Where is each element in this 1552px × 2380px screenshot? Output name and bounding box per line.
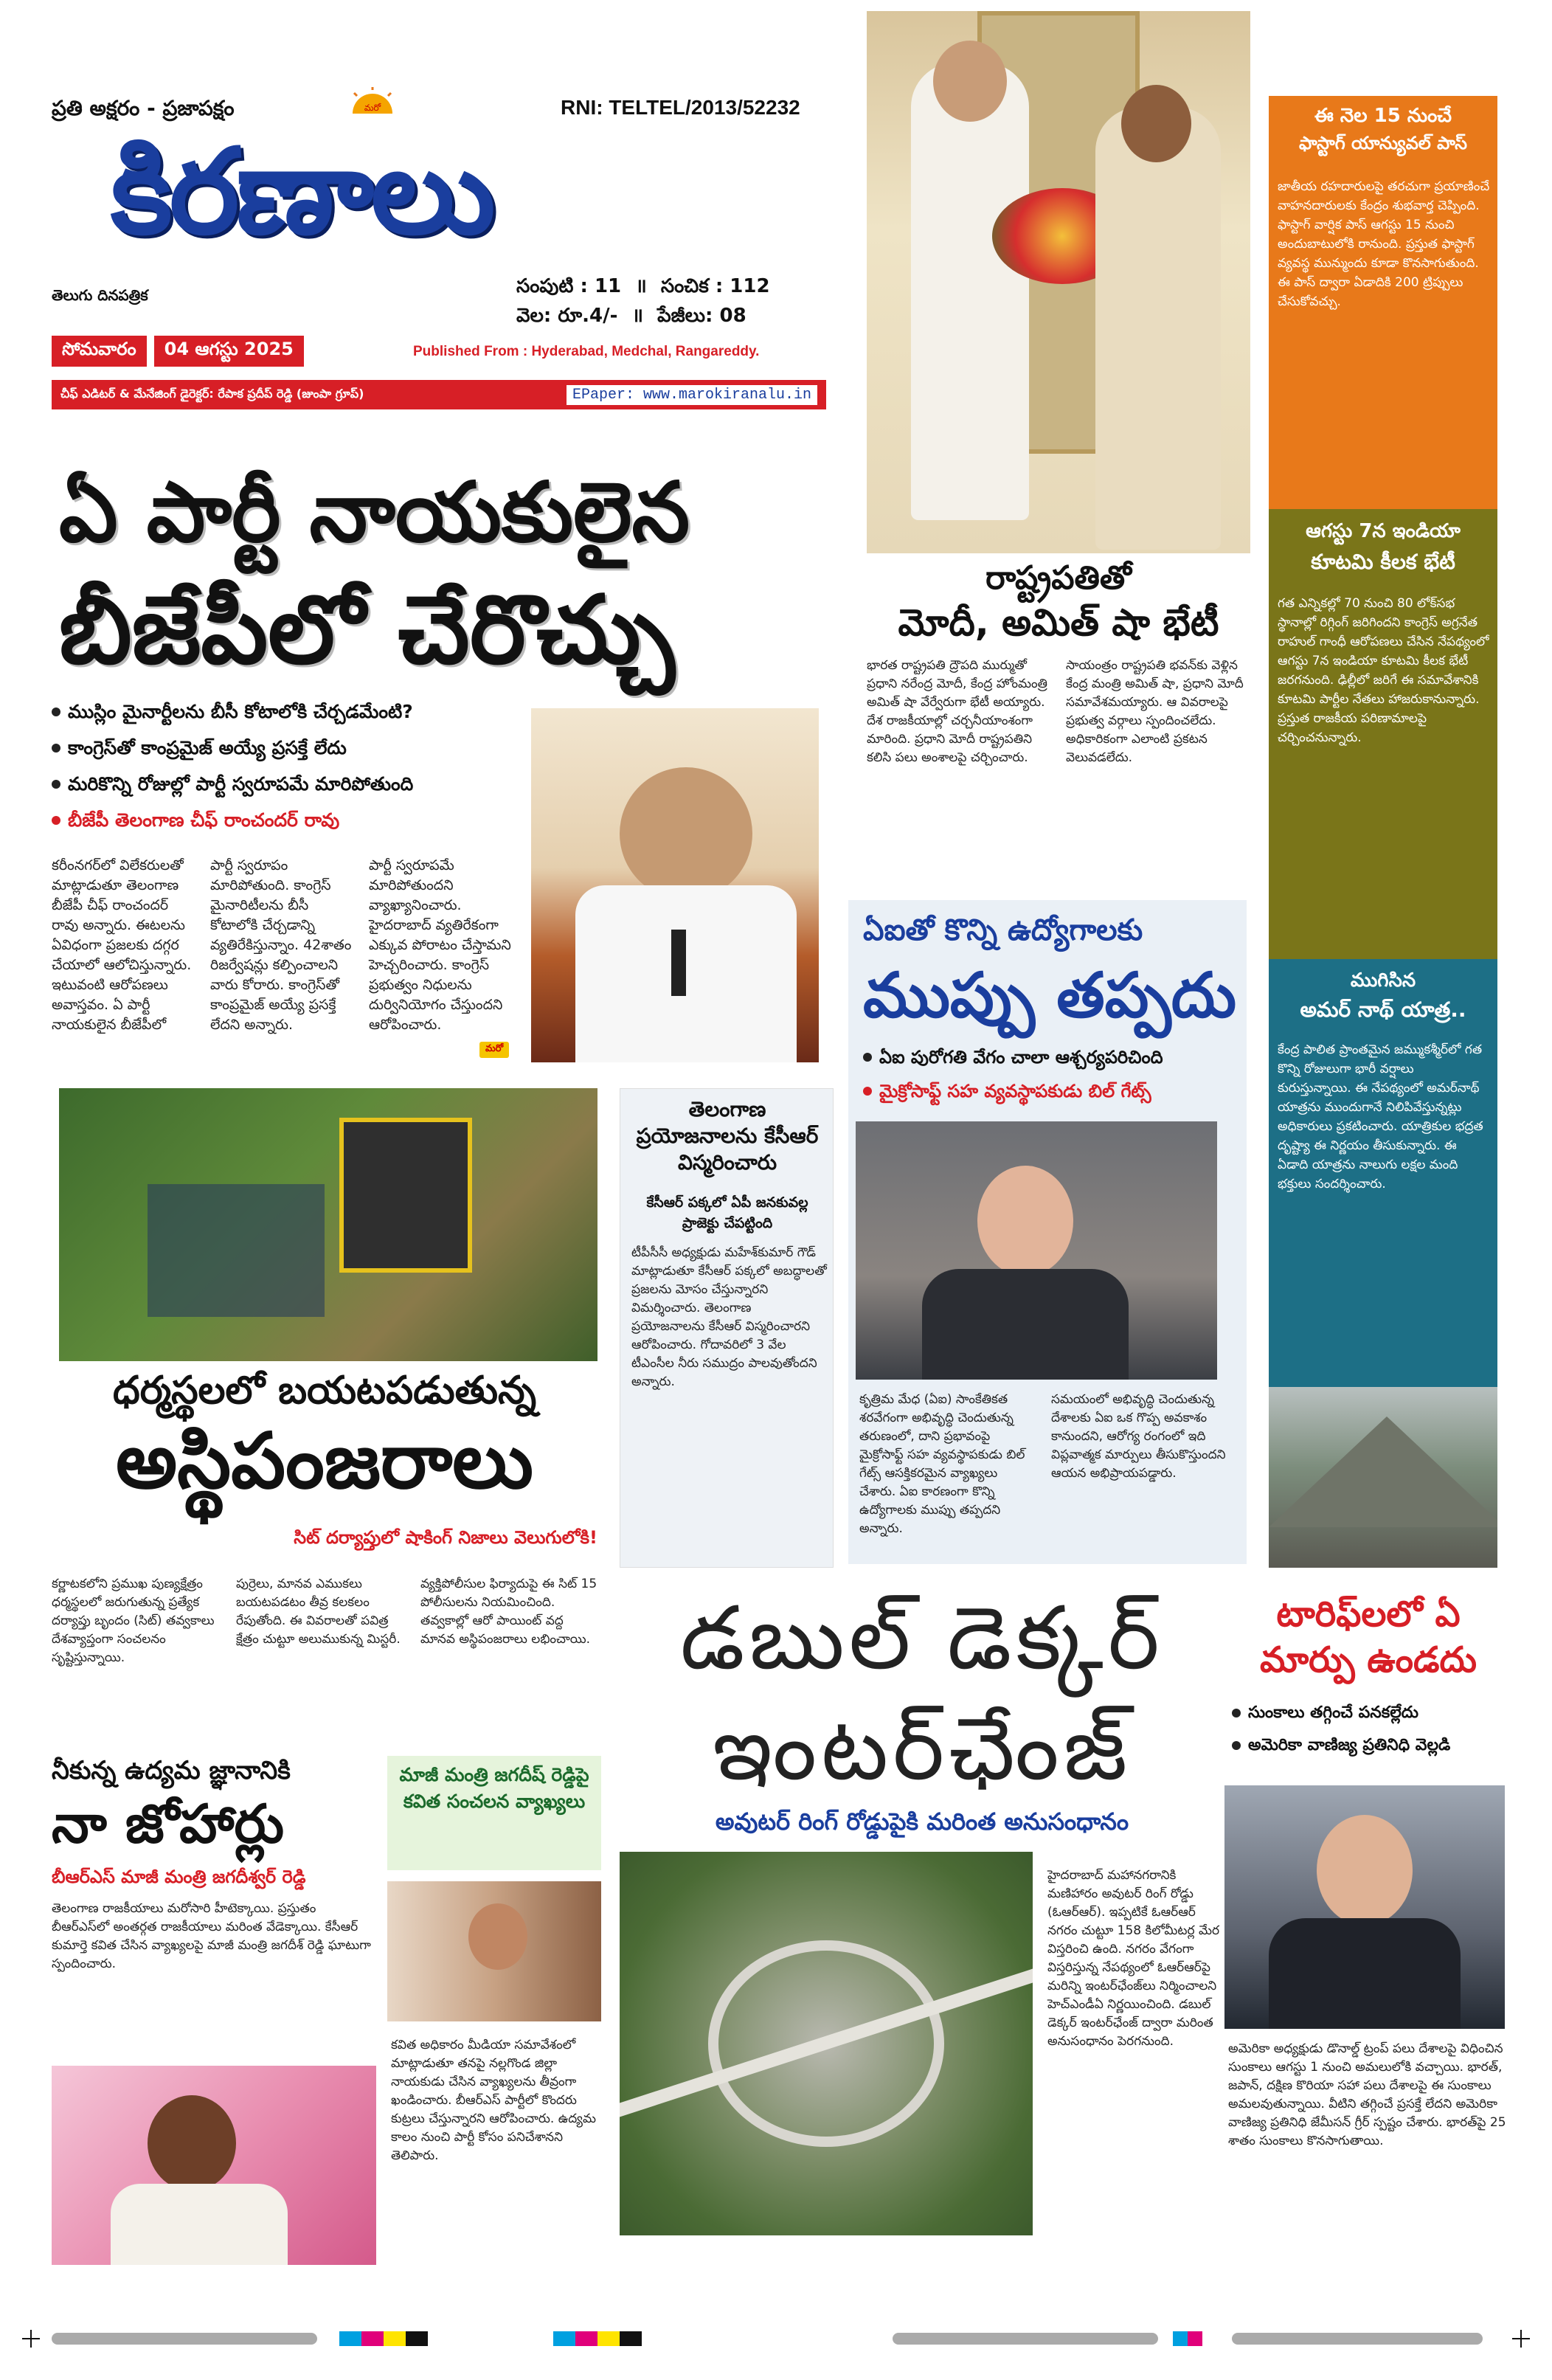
johar-sub: బీఆర్ఎస్ మాజీ మంత్రి జగదీశ్వర్ రెడ్డి (52, 1867, 306, 1887)
fastag-headline-1: ఈ నెల 15 నుంచే (1314, 105, 1452, 127)
jagadish-body (111, 2184, 288, 2265)
lead-bullet: ముస్లిం మైనార్టీలను బీసీ కోటాలోకి చేర్చడమేంటి? (52, 693, 531, 730)
skeletons-col-1: కర్ణాటకలోని ప్రముఖ పుణ్యక్షేత్రం ధర్మస్థలలో జరుగుతున్న ప్రత్యేక దర్యాప్తు బృందం (సిట్) తవ్వకాలు దేశవ్యాప్తంగా సంచలనం సృష్టిస్తున్నాయి. (52, 1577, 215, 1665)
tariff-story (1224, 1586, 1512, 2265)
price: వెల: రూ.4/- (516, 305, 618, 327)
ai-bullet: ఏఐ పురోగతి వేగం చాలా ఆశ్చర్యపరిచింది (863, 1040, 1239, 1074)
issue: సంచిక : 112 (660, 275, 770, 297)
amarnath-box (1269, 959, 1497, 1387)
sun-logo-icon (347, 87, 398, 117)
day-badge: సోమవారం (52, 336, 147, 367)
lead-highlight: బీజేపీ తెలంగాణ చీఫ్ రాంచందర్ రావు (52, 802, 531, 838)
tariff-headline-2: మార్పు ఉండదు (1259, 1639, 1477, 1681)
greer-photo (1224, 1785, 1505, 2029)
president-headline-2: మోదీ, అమిత్ షా భేటీ (898, 601, 1219, 644)
fastag-box (1269, 96, 1497, 509)
print-registration-bar (22, 2324, 1530, 2353)
double-decker-sub: అవుటర్ రింగ్ రోడ్డుపైకి మరింత అనుసంధానం (715, 1808, 1129, 1836)
tariff-bullet: అమెరికా వాణిజ్య ప్రతినిధి వెల్లడి (1232, 1729, 1512, 1762)
editor-credit: చీఫ్ ఎడిటర్ & మేనేజింగ్ డైరెక్టర్: రేపాక ప్రదీప్ రెడ్డి (జుంపా గ్రూప్) (60, 386, 364, 401)
president-figure (1095, 107, 1221, 550)
volume: సంపుటి : 11 (516, 275, 622, 297)
lead-story (44, 457, 826, 1062)
published-from: Published From : Hyderabad, Medchal, Rangareddy. (413, 344, 760, 359)
marokiranalu-chip: మరో (479, 1040, 509, 1058)
double-decker-headline-2: ఇంటర్‌ఛేంజ్ (713, 1698, 1132, 1799)
lead-bullet: కాంగ్రెస్‌తో కాంప్రమైజ్ అయ్యే ప్రసక్తే లేదు (52, 730, 531, 766)
ai-story (848, 900, 1247, 1564)
skeletons-headline-2: అస్థిపంజరాలు (115, 1416, 534, 1506)
india-bloc-body: గత ఎన్నికల్లో 70 నుంచి 80 లోక్‌సభ స్థానాల్లో రిగ్గింగ్ జరిగిందని కాంగ్రెస్ అగ్రనేత రాహుల్ గాంధీ ఆరోపణలు చేసిన నేపథ్యంలో ఆగస్టు 7న ఇండియా కూటమి కీలక భేటీ జరగనుంది. ఢిల్లీలో జరిగే ఈ సమావేశానికి కూటమి పార్టీల నేతలు హాజరుకానున్నారు. ప్రస్తుత రాజకీయ పరిణామాలపై చర్చించనున్నారు. (1278, 596, 1489, 745)
president-head (1121, 85, 1191, 162)
ai-col-1: కృత్రిమ మేధ (ఏఐ) సాంకేతికత శరవేగంగా అభివృద్ధి చెందుతున్న తరుణంలో, దాని ప్రభావంపై మైక్రోసాఫ్ట్ సహ వ్యవస్థాపకుడు బిల్ గేట్స్ ఆసక్తికరమైన వ్యాఖ్యలు చేశారు. ఏఐ కారణంగా కొన్ని ఉద్యోగాలకు ముప్పు తప్పదని అన్నారు. (859, 1392, 1025, 1536)
india-bloc-box (1269, 509, 1497, 959)
amarnath-headline-2: అమర్ నాథ్ యాత్ర.. (1300, 997, 1466, 1022)
pages: పేజీలు: 08 (657, 305, 746, 327)
amarnath-photo (1269, 1387, 1497, 1568)
lead-headline-1: ఏ పార్టీ నాయకులైన (59, 465, 690, 561)
fastag-headline-2: ఫాస్టాగ్ యాన్యువల్ పాస్ (1298, 133, 1468, 153)
mountain-shape (1269, 1416, 1497, 1527)
tariff-bullets (1232, 1697, 1512, 1762)
kavitha-headline: మాజీ మంత్రి జగదీష్ రెడ్డిపై కవిత సంచలన వ్యాఖ్యలు (387, 1756, 601, 1870)
telangana-story (620, 1088, 834, 1568)
modi-head (933, 41, 1007, 122)
johar-headline-2: నా జోహార్లు (52, 1793, 285, 1855)
tariff-body: అమెరికా అధ్యక్షుడు డొనాల్డ్ ట్రంప్ పలు దేశాలపై విధించిన సుంకాలు ఆగస్టు 1 నుంచి అమలులోకి వచ్చాయి. భారత్, జపాన్, దక్షిణ కొరియా సహా పలు దేశాలపై ఈ సుంకాలు అమలవుతున్నాయి. వీటిని తగ్గించే ప్రసక్తే లేదని అమెరికా వాణిజ్య ప్రతినిధి జేమీసన్ గ్రీర్ స్పష్టం చేశారు. భారత్‌పై 25 శాతం సుంకాలు కొనసాగుతాయి. (1228, 2041, 1506, 2148)
excavation-photo (59, 1088, 597, 1361)
ai-headline-1: ఏఐతో కొన్ని ఉద్యోగాలకు (863, 913, 1143, 947)
bill-gates-photo (856, 1121, 1217, 1380)
amarnath-body: కేంద్ర పాలిత ప్రాంతమైన జమ్ముకశ్మీర్‌లో గత కొన్ని రోజులుగా భారీ వర్షాలు కురుస్తున్నాయి. ఈ నేపథ్యంలో అమర్‌నాథ్ యాత్రను ముందుగానే నిలిపివేస్తున్నట్లు అధికారులు ప్రకటించారు. యాత్రికుల భద్రత దృష్ట్యా ఈ నిర్ణయం తీసుకున్నారు. ఈ ఏడాది యాత్రను నాలుగు లక్షల మంది భక్తులు సందర్శించారు. (1278, 1042, 1483, 1191)
microphone-icon (671, 930, 686, 996)
masthead (30, 81, 826, 457)
tariff-bullet: సుంకాలు తగ్గించే పనకల్లేదు (1232, 1697, 1512, 1729)
registration-marks (22, 2324, 1530, 2353)
interchange-photo (620, 1852, 1033, 2235)
johar-story (44, 1756, 384, 2272)
amarnath-headline-1: ముగిసిన (1350, 969, 1416, 992)
greer-head (1317, 1815, 1413, 1926)
lead-photo (531, 708, 819, 1062)
ai-bullets (863, 1040, 1239, 1108)
double-decker-headline-1: డబుల్ డెక్కర్ (680, 1587, 1164, 1689)
lead-col-3: పార్టీ స్వరూపమే మారిపోతుందని వ్యాఖ్యానించారు. హైదరాబాద్ వ్యతిరేకంగా ఎక్కువ పోరాటం చేస్తామని హెచ్చరించారు. కాంగ్రెస్ ప్రభుత్వం నిధులను దుర్వినియోగం చేస్తుందని ఆరోపించారు. (369, 857, 511, 1033)
lead-photo-shirt (575, 885, 797, 1062)
rni-number: RNI: TELTEL/2013/52232 (561, 96, 800, 119)
president-col-1: భారత రాష్ట్రపతి ద్రౌపది ముర్ముతో ప్రధాని నరేంద్ర మోదీ, కేంద్ర హోంమంత్రి అమిత్ షా వేర్వేరుగా భేటీ అయ్యారు. దేశ రాజకీయాల్లో చర్చనీయాంశంగా మారింది. ప్రధాని మోదీ రాష్ట్రపతిని కలిసి పలు అంశాలపై చర్చించారు. (867, 658, 1047, 765)
india-bloc-headline-1: ఆగస్టు 7న ఇండియా (1306, 520, 1461, 542)
telangana-headline: తెలంగాణ ప్రయోజనాలను కేసీఆర్ విస్మరించారు (636, 1097, 819, 1175)
president-col-2: సాయంత్రం రాష్ట్రపతి భవన్‌కు వెళ్లిన కేంద్ర మంత్రి అమిత్ షా, ప్రధాని మోదీ సమావేశమయ్యారు. ఆ వివరాలపై ప్రభుత్వ వర్గాలు స్పందించలేదు. అధికారికంగా ఎలాంటి ప్రకటన వెలువడలేదు. (1066, 658, 1244, 765)
newspaper-subtitle: తెలుగు దినపత్రిక (52, 286, 148, 304)
tariff-headline-1: టారిఫ్‌లలో ఏ (1276, 1594, 1461, 1635)
johar-headline-1: నీకున్న ఉద్యమ జ్ఞానానికి (52, 1756, 291, 1785)
ai-col-2: సమయంలో అభివృద్ధి చెందుతున్న దేశాలకు ఏఐ ఒక గొప్ప అవకాశం కానుందని, ఆరోగ్య రంగంలో ఇది విప్లవాత్మక మార్పులు తీసుకొస్తుందని ఆయన అభిప్రాయపడ్డారు. (1051, 1392, 1226, 1481)
skeletons-story (44, 1361, 605, 1760)
date-bar (52, 336, 304, 367)
president-story (859, 553, 1258, 907)
excavator-icon (339, 1118, 472, 1273)
lead-bullets (52, 693, 531, 838)
volume-info: సంపుటి : 11 ॥ సంచిక : 112 వెల: రూ.4/- ॥ పేజీలు: 08 (516, 275, 770, 327)
modi-figure (911, 63, 1029, 520)
india-bloc-headline-2: కూటమి కీలక భేటీ (1311, 550, 1455, 574)
jagadish-head (148, 2095, 236, 2191)
newspaper-title: కిరణాలు (111, 122, 493, 260)
lead-photo-person (620, 767, 752, 900)
kavitha-body: కవిత అధికారం మీడియా సమావేశంలో మాట్లాడుతూ తనపై నల్లగొండ జిల్లా నాయకుడు చేసిన వ్యాఖ్యలను తీవ్రంగా ఖండించారు. బీఆర్ఎస్ పార్టీలో కొందరు కుట్రలు చేస్తున్నారని ఆరోపించారు. ఉద్యమ కాలం నుంచి పార్టీ కోసం పనిచేశానని తెలిపారు. (391, 2038, 596, 2163)
gates-suit (922, 1269, 1129, 1380)
lead-col-1: కరీంనగర్‌లో విలేకరులతో మాట్లాడుతూ తెలంగాణ బీజేపీ చీఫ్ రాంచందర్ రావు అన్నారు. ఈటలను ఏవిధంగా ప్రజలకు దగ్గర చేయాలో ఆలోచిస్తున్నారు. ఇటువంటి ఆరోపణలు అవాస్తవం. ఏ పార్టీ నాయకులైన బీజేపీలో (52, 857, 192, 1033)
workers-group (148, 1184, 325, 1317)
epaper-link[interactable]: EPaper: www.marokiranalu.in (567, 385, 817, 405)
kavitha-head (468, 1903, 527, 1970)
lead-col-2: పార్టీ స్వరూపం మారిపోతుంది. కాంగ్రెస్ మైనారిటీలను బీసీ కోటాలోకి చేర్చడాన్ని వ్యతిరేకిస్తున్నాం. 42శాతం రిజర్వేషన్లు కల్పించాలని వారు కోరారు. కాంగ్రెస్‌తో కాంప్రమైజ్ అయ్యే ప్రసక్తే లేదని అన్నారు. (210, 857, 352, 1033)
ai-headline-2: ముప్పు తప్పదు (863, 959, 1237, 1031)
editor-bar (52, 380, 826, 409)
date-badge: 04 ఆగస్టు 2025 (154, 336, 304, 367)
ai-bullet: మైక్రోసాఫ్ట్ సహ వ్యవస్థాపకుడు బిల్ గేట్స్ (863, 1074, 1239, 1108)
kavitha-story (387, 1756, 609, 2272)
lead-headline-2: బీజేపీలో చేరొచ్చు (59, 575, 675, 685)
telangana-body: టీపీసీసీ అధ్యక్షుడు మహేశ్‌కుమార్ గౌడ్ మాట్లాడుతూ కేసీఆర్ పక్కలో అబద్ధాలతో ప్రజలను మోసం చేస్తున్నారని విమర్శించారు. తెలంగాణ ప్రయోజనాలను కేసీఆర్ విస్మరించారని ఆరోపించారు. గోదావరిలో 3 వేల టీఎంసీల నీరు సముద్రం పాలవుతోందని అన్నారు. (631, 1245, 827, 1389)
president-photo (867, 11, 1250, 553)
double-decker-story (620, 1586, 1224, 2250)
president-headline-1: రాష్ట్రపతితో (985, 559, 1132, 597)
skeletons-col-2: పుర్రెలు, మానవ ఎముకలు బయటపడటం తీవ్ర కలకలం రేపుతోంది. ఈ వివరాలతో పవిత్ర క్షేత్రం చుట్టూ అలుముకున్న మిస్టరీ. (236, 1577, 401, 1647)
jagadish-photo (52, 2066, 376, 2265)
fastag-body: జాతీయ రహదారులపై తరచుగా ప్రయాణించే వాహనదారులకు కేంద్రం శుభవార్త చెప్పింది. ఫాస్టాగ్ వార్షిక పాస్ ఆగస్టు 15 నుంచి అందుబాటులోకి రానుంది. ప్రస్తుత ఫాస్టాగ్ వ్యవస్థ మున్ముందు కూడా కొనసాగుతుంది. ఈ పాస్ ద్వారా ఏడాదికి 200 ట్రిప్పులు చేసుకోవచ్చు. (1278, 179, 1490, 309)
lead-bullet: మరికొన్ని రోజుల్లో పార్టీ స్వరూపమే మారిపోతుంది (52, 766, 531, 802)
telangana-sub: కేసీఆర్ పక్కలో ఏపీ జనకువల్ల ప్రాజెక్టు చేపట్టింది (646, 1194, 808, 1231)
kavitha-photo (387, 1881, 601, 2021)
skeletons-col-3: వ్యక్తిపోలీసుల ఫిర్యాదుపై ఈ సిట్ 15 పోలీసులను నియమించింది. తవ్వకాల్లో ఆరో పాయింట్ వద్ద మానవ అస్థిపంజరాలు లభించాయి. (420, 1577, 597, 1647)
skeletons-sub: సిట్ దర్యాప్తులో షాకింగ్ నిజాలు వెలుగులోకి! (294, 1527, 597, 1548)
greer-suit (1269, 1918, 1461, 2029)
masthead-tagline: ప్రతి అక్షరం - ప్రజాపక్షం (52, 96, 235, 120)
johar-body: తెలంగాణ రాజకీయాలు మరోసారి హీటెక్కాయి. ప్రస్తుతం బీఆర్ఎస్‌లో అంతర్గత రాజకీయాలు మరింత వేడెక్కాయి. కేసీఆర్ కుమార్తె కవిత చేసిన వ్యాఖ్యలపై మాజీ మంత్రి జగదీశ్ రెడ్డి ఘాటుగా స్పందించారు. (52, 1901, 371, 1971)
gates-head (977, 1166, 1073, 1276)
svg-text:మరో: మరో (364, 103, 381, 113)
skeletons-headline-1: ధర్మస్థలలో బయటపడుతున్న (113, 1369, 536, 1413)
double-decker-body: హైదరాబాద్ మహానగరానికి మణిహారం అవుటర్ రింగ్ రోడ్డు (ఓఆర్ఆర్). ఇప్పటికే ఓఆర్ఆర్ నగరం చుట్టూ 158 కిలోమీటర్ల మేర విస్తరించి ఉంది. నగరం వేగంగా విస్తరిస్తున్న నేపథ్యంలో ఓఆర్ఆర్‌పై మరిన్ని ఇంటర్‌ఛేంజ్‌లు నిర్మించాలని హెచ్ఎండీఏ నిర్ణయించింది. డబుల్ డెక్కర్ ఇంటర్‌ఛేంజ్ ద్వారా మరింత అనుసంధానం పెరగనుంది. (1047, 1868, 1220, 2049)
